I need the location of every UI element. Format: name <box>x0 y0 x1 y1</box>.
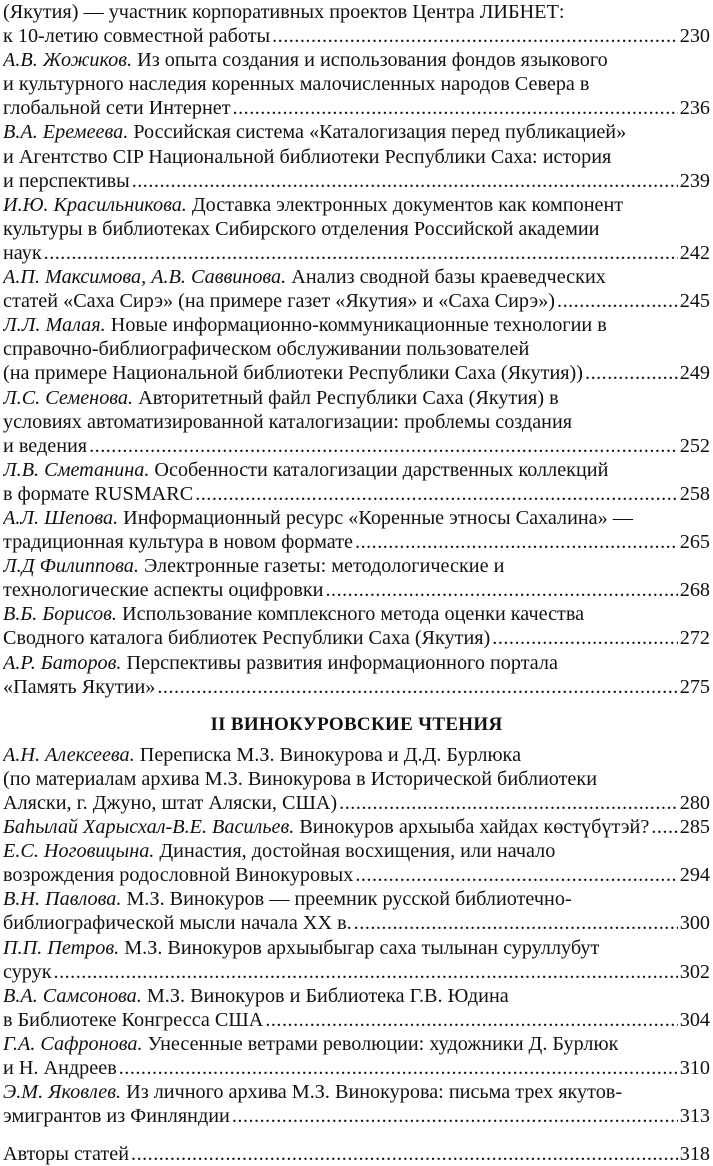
toc-entry-title <box>3 169 130 193</box>
toc-entry-text: (на примере Национальной библиотеки Республики Саха (Якутия)) <box>3 362 584 385</box>
toc-entry-text: М.З. Винокуров — преемник русской библиотечно- <box>121 888 572 911</box>
toc-entry-last-line <box>3 815 710 839</box>
toc-entry-text: библиографической мысли начала XX в. <box>3 912 352 935</box>
toc-entry-text: Использование комплексного метода оценки качества <box>116 603 585 626</box>
toc-entry-author: В.А. Еремеева. <box>3 121 129 144</box>
toc-entry-line <box>3 839 710 863</box>
toc-entry-author: А.Л. Шепова. <box>3 506 119 529</box>
page-number: 265 <box>679 531 710 554</box>
toc-entry-title <box>3 911 352 935</box>
toc-entry-last-line <box>3 289 710 313</box>
dot-leader <box>157 675 677 699</box>
toc-entry-last-line <box>3 24 710 48</box>
toc-entry[interactable] <box>3 458 710 506</box>
dot-leader <box>585 361 678 385</box>
toc-entry-author: Баһылай Харысхал-В.Е. Васильев. <box>3 816 295 839</box>
dot-leader <box>557 289 678 313</box>
toc-entry[interactable] <box>3 936 710 984</box>
toc-entry-last-line <box>3 960 710 984</box>
toc-entry-text: условиях автоматизированной каталогизации: проблемы создания <box>3 410 573 433</box>
page-number: 230 <box>679 25 710 48</box>
toc-entry[interactable] <box>3 48 710 120</box>
toc-entry-author: Э.М. Яковлев. <box>3 1081 122 1104</box>
toc-entry-text: (Якутия) — участник корпоративных проектов Центра ЛИБНЕТ: <box>3 1 565 23</box>
toc-entry-text: Унесенные ветрами революции: художники Д. Бурлюк <box>142 1032 619 1055</box>
dot-leader <box>355 863 677 887</box>
toc-entry-text: в Библиотеке Конгресса США <box>3 1008 264 1031</box>
toc-entry-title <box>3 626 490 650</box>
toc-entry-last-line <box>3 1008 710 1032</box>
page-number: 302 <box>679 960 710 983</box>
toc-entry-title <box>3 241 42 265</box>
toc-entry-text: технологические аспекты оцифровки <box>3 579 324 602</box>
toc-entry-line <box>3 1032 710 1056</box>
dot-leader <box>54 960 678 984</box>
dot-leader <box>651 815 677 839</box>
toc-entry-text: Переписка М.З. Винокурова и Д.Д. Бурлюка <box>134 743 522 766</box>
dot-leader <box>272 24 678 48</box>
toc-entry-last-line <box>3 863 710 887</box>
toc-entry[interactable] <box>3 265 710 313</box>
toc-entry-line <box>3 458 710 482</box>
toc-entry-line <box>3 410 710 434</box>
toc-entry-author: П.П. Петров. <box>3 936 120 959</box>
toc-entry-line <box>3 767 710 791</box>
toc-entry-last-line <box>3 482 710 506</box>
toc-entry[interactable] <box>3 1032 710 1080</box>
toc-entry-author: А.П. Максимова, А.В. Саввинова. <box>3 266 287 289</box>
toc-entry-author: В.Б. Борисов. <box>3 603 117 626</box>
toc-entry-line <box>3 602 710 626</box>
toc-entry-last-line <box>3 169 710 193</box>
toc-entry-title <box>3 24 270 48</box>
dot-leader <box>339 791 678 815</box>
toc-entry[interactable] <box>3 506 710 554</box>
toc-entry-last-line <box>3 434 710 458</box>
page-number: 236 <box>679 97 710 120</box>
page-number: 249 <box>679 362 710 385</box>
toc-entry[interactable] <box>3 887 710 935</box>
toc-entry-text: Авторитетный файл Республики Саха (Якутия) в <box>133 386 559 409</box>
toc-entry[interactable] <box>3 815 710 839</box>
toc-entry-text: Особенности каталогизации дарственных коллекций <box>149 458 609 481</box>
section-title: II ВИНОКУРОВСКИЕ ЧТЕНИЯ <box>210 713 503 735</box>
toc-entry-text: и культурного наследия коренных малочисленных народов Севера в <box>3 73 590 96</box>
dot-leader <box>232 1104 678 1128</box>
toc-entry[interactable] <box>3 386 710 458</box>
dot-leader <box>265 1008 677 1032</box>
toc-entry-last-line <box>3 241 710 265</box>
dot-leader <box>233 96 678 120</box>
toc-entry-text: эмигрантов из Финляндии <box>3 1105 230 1128</box>
toc-entry-line <box>3 193 710 217</box>
toc-entry-title <box>3 96 231 120</box>
toc-entry[interactable] <box>3 313 710 385</box>
page-number: 304 <box>679 1008 710 1031</box>
page-number: 318 <box>679 1143 710 1166</box>
toc-entry-title <box>3 530 353 554</box>
page-number: 242 <box>679 241 710 264</box>
toc-entry-author: В.А. Самсонова. <box>3 984 142 1007</box>
toc-entry-author: А.В. Жожиков. <box>3 49 133 72</box>
dot-leader <box>355 530 678 554</box>
toc-entry-title <box>3 578 323 602</box>
toc-entry-text: Династия, достойная восхищения, или начало <box>154 840 556 863</box>
toc-entry-line <box>3 145 710 169</box>
toc-entry-text: Новые информационно-коммуникационные технологии в <box>105 314 607 337</box>
toc-entry-text: возрождения родословной Винокуровых <box>3 864 354 887</box>
dot-leader <box>44 241 678 265</box>
toc-entry-line <box>3 651 710 675</box>
toc-entry-text: Винокуров архыыба хайдах көстүбүтэй? <box>294 816 650 839</box>
page-number: 280 <box>679 792 710 814</box>
toc-entry-text: сурук <box>3 960 52 983</box>
toc-entry-last-line <box>3 1104 710 1128</box>
page-number: 272 <box>679 627 710 650</box>
toc-entry-title <box>3 482 193 506</box>
toc-entry-author: Л.Д Филиппова. <box>3 555 139 578</box>
toc-entry-title <box>3 1008 263 1032</box>
toc-entry-author: А.Р. Баторов. <box>3 651 122 674</box>
toc-entry-title <box>3 791 337 815</box>
toc-entry-text: наук <box>3 241 42 264</box>
page-number: 245 <box>679 290 710 313</box>
toc-entry-line <box>3 120 710 144</box>
toc-entry-title: Авторы статей <box>3 1143 130 1166</box>
toc-entry-text: Перспективы развития информационного портала <box>121 651 558 674</box>
toc-entry-title <box>3 289 555 313</box>
toc-entry-line <box>3 936 710 960</box>
toc-entry-title <box>3 675 155 699</box>
dot-leader <box>89 434 678 458</box>
toc-entry-last-line <box>3 1142 710 1166</box>
toc-entry-line <box>3 337 710 361</box>
toc-entry-title <box>3 960 52 984</box>
toc-entry-line <box>3 743 710 767</box>
page-number: 275 <box>679 675 710 698</box>
dot-leader <box>119 1056 678 1080</box>
toc-entry-last-line <box>3 361 710 385</box>
toc-entry-text: и ведения <box>3 434 88 457</box>
toc-entry-line <box>3 984 710 1008</box>
toc-entry-text: справочно-библиографическом обслуживании пользователей <box>3 338 530 361</box>
toc-entry-text: М.З. Винокуров архыыбыгар саха тылынан суруллубут <box>119 936 600 959</box>
toc-entry-line <box>3 72 710 96</box>
spacer <box>3 1128 710 1142</box>
toc-entry-text: «Память Якутии» <box>3 675 156 698</box>
page-number: 310 <box>679 1057 710 1080</box>
toc-entry[interactable] <box>3 602 710 650</box>
toc-entry-title <box>3 863 353 887</box>
toc-entry-text: культуры в библиотеках Сибирского отделения Российской академии <box>3 217 600 240</box>
toc-entry-line <box>3 554 710 578</box>
toc-entry-text: к 10-летию совместной работы <box>3 25 271 48</box>
toc-entry-line <box>3 265 710 289</box>
toc-entry[interactable] <box>3 984 710 1032</box>
toc-entry[interactable] <box>3 743 710 815</box>
toc-entry-title <box>3 434 87 458</box>
toc-entry-line <box>3 506 710 530</box>
page-number: 252 <box>679 434 710 457</box>
dot-leader <box>354 911 678 935</box>
dot-leader <box>131 1142 678 1166</box>
toc-entry-text: глобальной сети Интернет <box>3 97 231 120</box>
toc-entry-line <box>3 1080 710 1104</box>
toc-entry-author: И.Ю. Красильникова. <box>3 193 187 216</box>
toc-entry-last-line <box>3 911 710 935</box>
toc-entry-text: традиционная культура в новом формате <box>3 531 354 554</box>
toc-entry-text: Доставка электронных документов как компонент <box>186 193 624 216</box>
toc-entry-author: А.Н. Алексеева. <box>3 743 135 766</box>
dot-leader <box>325 578 677 602</box>
page-number: 268 <box>679 579 710 602</box>
toc-entry-text: Информационный ресурс «Коренные этносы Сахалина» — <box>118 506 633 529</box>
toc-entry[interactable] <box>3 193 710 265</box>
toc-entry-title <box>3 815 649 839</box>
page-number: 285 <box>679 816 710 839</box>
toc-entry-text: Из личного архива М.З. Винокурова: письма трех якутов- <box>121 1081 623 1104</box>
toc-entry[interactable] <box>3 554 710 602</box>
toc-entry-last-line <box>3 578 710 602</box>
toc-entry-last-line <box>3 530 710 554</box>
toc-entry-author: В.Н. Павлова. <box>3 888 122 911</box>
toc-entry-text: Из опыта создания и использования фондов языкового <box>132 49 608 72</box>
toc-entry-text: (по материалам архива М.З. Винокурова в Исторической библиотеки <box>3 767 597 790</box>
toc-entry-author: Г.А. Сафронова. <box>3 1032 143 1055</box>
toc-entry-text: статей «Саха Сирэ» (на примере газет «Якутия» и «Саха Сирэ») <box>3 290 556 313</box>
toc-entry-text: и перспективы <box>3 169 130 192</box>
dot-leader <box>132 169 678 193</box>
toc-entry-text: Электронные газеты: методологические и <box>138 555 505 578</box>
toc-entry-line <box>3 887 710 911</box>
toc-entry-text: и Н. Андреев <box>3 1057 117 1080</box>
toc-entry-last-line <box>3 1056 710 1080</box>
toc-entry-last-line <box>3 626 710 650</box>
toc-entry-text: в формате RUSMARC <box>3 482 194 505</box>
toc-entry-text: Российская система «Каталогизация перед публикацией» <box>128 121 627 144</box>
page-number: 300 <box>679 912 710 935</box>
toc-entry[interactable] <box>3 1080 710 1128</box>
toc-entry[interactable] <box>3 120 710 192</box>
toc-entry-last-line <box>3 96 710 120</box>
toc-entry-title <box>3 1056 117 1080</box>
toc-entry-text: Сводного каталога библиотек Республики Саха (Якутия) <box>3 627 491 650</box>
toc-entry-author: Л.В. Сметанина. <box>3 458 150 481</box>
toc-entry-title <box>3 361 583 385</box>
toc-entry-author: Е.С. Ноговицына. <box>3 840 155 863</box>
toc-entry-line <box>3 386 710 410</box>
dot-leader <box>195 482 678 506</box>
toc-entry[interactable] <box>3 0 710 48</box>
toc-entry[interactable] <box>3 839 710 887</box>
toc-entry-line <box>3 0 710 24</box>
toc-entry-line <box>3 48 710 72</box>
toc-entry-last-line <box>3 675 710 699</box>
toc-entry-text: Аляски, г. Джуно, штат Аляски, США) <box>3 792 338 814</box>
toc-entry[interactable] <box>3 651 710 699</box>
page-number: 313 <box>679 1105 710 1128</box>
toc-entry-text: Анализ сводной базы краеведческих <box>286 266 606 289</box>
page-number: 239 <box>679 169 710 192</box>
toc-entry-line <box>3 313 710 337</box>
page-number: 258 <box>679 482 710 505</box>
toc-entry-last-line <box>3 791 710 815</box>
toc-entry-author: Л.С. Семенова. <box>3 386 134 409</box>
page-number: 294 <box>679 864 710 887</box>
toc-entry-author: Л.Л. Малая. <box>3 314 106 337</box>
toc-entry-title <box>3 1104 230 1128</box>
toc-list-top <box>3 0 710 699</box>
toc-entry-text: и Агентство CIP Национальной библиотеки Республики Саха: история <box>3 145 612 168</box>
toc-entry-line <box>3 217 710 241</box>
toc-list-bottom <box>3 743 710 1129</box>
toc-entry-authors[interactable] <box>3 1142 710 1166</box>
toc-entry-text: М.З. Винокуров и Библиотека Г.В. Юдина <box>141 984 509 1007</box>
dot-leader <box>492 626 677 650</box>
